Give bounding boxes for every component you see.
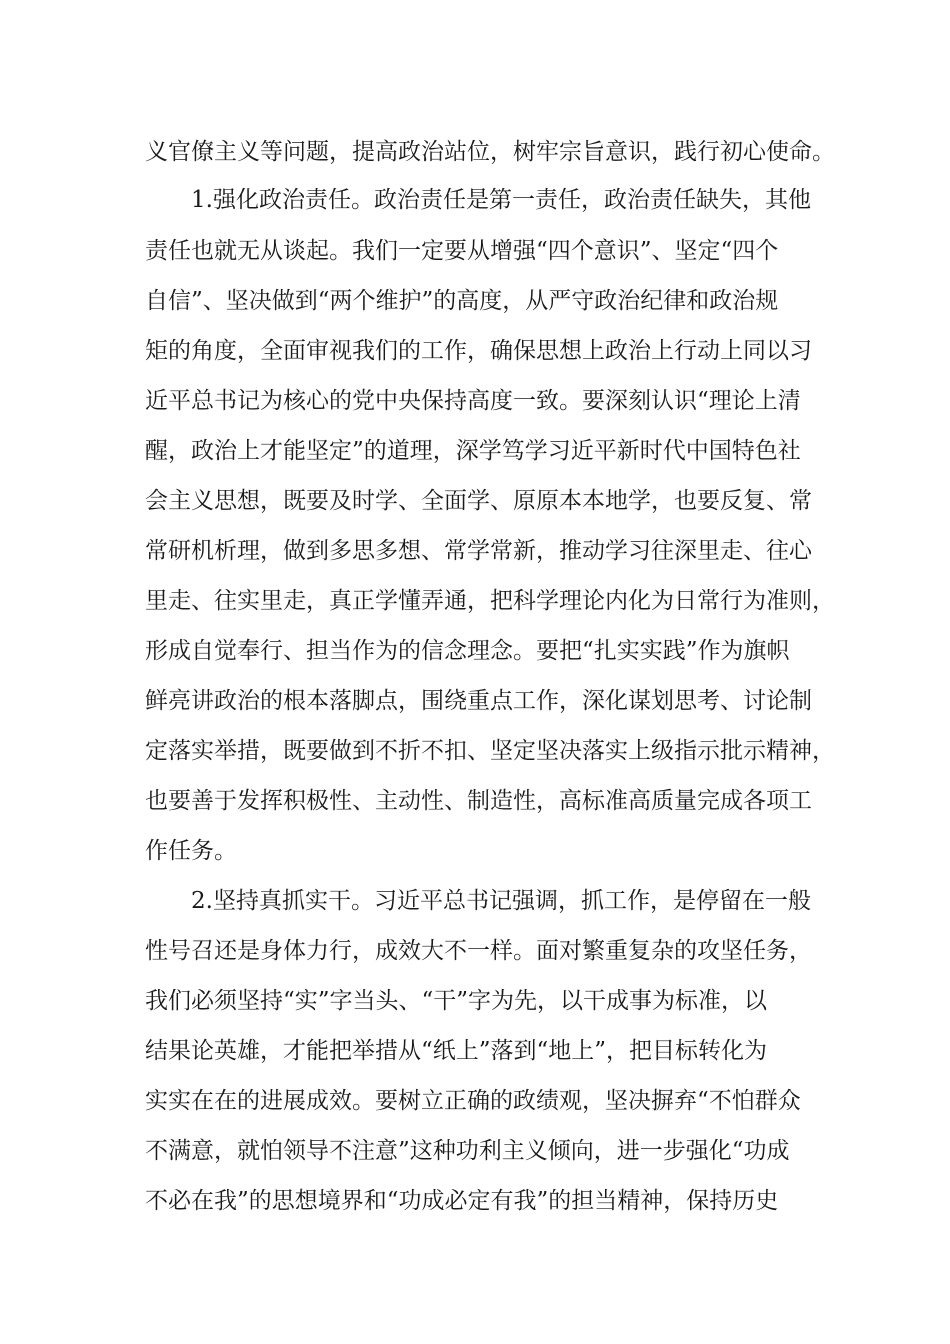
text-line: 矩的角度，全面审视我们的工作，确保思想上政治上行动上同以习 xyxy=(145,338,812,364)
text-line: 作任务。 xyxy=(145,838,237,864)
paragraph-heading-line: 2.坚持真抓实干。习近平总书记强调，抓工作，是停留在一般 xyxy=(191,888,811,914)
text-line: 义官僚主义等问题，提高政治站位，树牢宗旨意识，践行初心使命。 xyxy=(145,139,835,165)
text-line: 我们必须坚持“实”字当头、“干”字为先，以干成事为标准，以 xyxy=(145,988,768,1014)
text-line: 形成自觉奉行、担当作为的信念理念。要把“扎实实践”作为旗帜 xyxy=(145,638,790,664)
text-line: 里走、往实里走，真正学懂弄通，把科学理论内化为日常行为准则， xyxy=(145,588,835,614)
text-line: 近平总书记为核心的党中央保持高度一致。要深刻认识“理论上清 xyxy=(145,388,801,414)
text-line: 定落实举措，既要做到不折不扣、坚定坚决落实上级指示批示精神， xyxy=(145,738,835,764)
text-line: 会主义思想，既要及时学、全面学、原原本本地学，也要反复、常 xyxy=(145,488,812,514)
paragraph-heading-line: 1.强化政治责任。政治责任是第一责任，政治责任缺失，其他 xyxy=(191,187,811,213)
text-line: 醒，政治上才能坚定”的道理，深学笃学习近平新时代中国特色社 xyxy=(145,438,801,464)
text-line: 不满意，就怕领导不注意”这种功利主义倾向，进一步强化“功成 xyxy=(145,1138,790,1164)
text-line: 常研机析理，做到多思多想、常学常新，推动学习往深里走、往心 xyxy=(145,538,812,564)
text-line: 鲜亮讲政治的根本落脚点，围绕重点工作，深化谋划思考、讨论制 xyxy=(145,688,812,714)
text-line: 实实在在的进展成效。要树立正确的政绩观，坚决摒弃“不怕群众 xyxy=(145,1088,801,1114)
text-line: 自信”、坚决做到“两个维护”的高度，从严守政治纪律和政治规 xyxy=(145,288,779,314)
text-line: 也要善于发挥积极性、主动性、制造性，高标准高质量完成各项工 xyxy=(145,788,812,814)
text-line: 责任也就无从谈起。我们一定要从增强“四个意识”、坚定“四个 xyxy=(145,238,779,264)
text-line: 结果论英雄，才能把举措从“纸上”落到“地上”，把目标转化为 xyxy=(145,1038,768,1064)
text-line: 性号召还是身体力行，成效大不一样。面对繁重复杂的攻坚任务， xyxy=(145,938,812,964)
text-line: 不必在我”的思想境界和“功成必定有我”的担当精神，保持历史 xyxy=(145,1188,779,1214)
